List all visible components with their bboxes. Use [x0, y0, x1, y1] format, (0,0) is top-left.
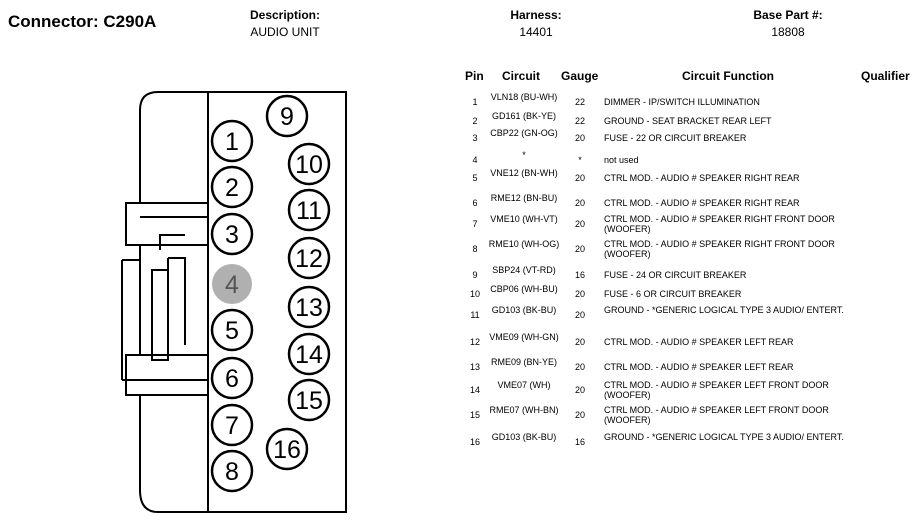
table-cell-circuit: VNE12 (BN-WH)	[490, 168, 558, 178]
table-cell-circuit-function: CTRL MOD. - AUDIO # SPEAKER RIGHT REAR	[604, 173, 800, 183]
column-header-pin: Pin	[465, 69, 484, 83]
table-cell-circuit: SBP24 (VT-RD)	[492, 265, 556, 275]
pin-number-label: 10	[295, 151, 323, 179]
table-cell-circuit: RME09 (BN-YE)	[490, 357, 557, 367]
pin-number-label: 4	[225, 271, 239, 299]
table-cell-gauge: 20	[574, 337, 585, 347]
base-part-value: 18808	[771, 25, 805, 39]
table-cell-gauge: 20	[574, 244, 585, 254]
table-cell-pin: 7	[472, 219, 478, 229]
harness-label: Harness:	[510, 8, 562, 22]
table-cell-gauge: 20	[574, 385, 585, 395]
table-cell-circuit: VME09 (WH-GN)	[489, 332, 559, 342]
table-cell-gauge: 20	[574, 219, 585, 229]
pin-number-label: 14	[295, 341, 323, 369]
table-cell-pin: 15	[469, 410, 480, 420]
table-cell-circuit: VME07 (WH)	[497, 380, 551, 390]
pin-6	[212, 358, 252, 398]
table-cell-gauge: *	[578, 155, 582, 165]
table-cell-circuit-function: CTRL MOD. - AUDIO # SPEAKER LEFT REAR	[604, 337, 794, 347]
pin-14	[289, 334, 329, 374]
table-cell-pin: 12	[469, 337, 480, 347]
table-cell-gauge: 16	[574, 437, 585, 447]
pin-5	[212, 310, 252, 350]
locking-tab-outer	[152, 270, 168, 360]
pin-number-label: 1	[225, 128, 239, 156]
pin-number-label: 9	[280, 103, 294, 131]
table-cell-gauge: 20	[574, 289, 585, 299]
table-cell-circuit: GD103 (BK-BU)	[491, 305, 557, 315]
table-cell-pin: 11	[470, 310, 480, 320]
table-cell-circuit: RME12 (BN-BU)	[490, 193, 558, 203]
table-cell-circuit-function: FUSE - 6 OR CIRCUIT BREAKER	[604, 289, 742, 299]
pin-number-label: 3	[225, 221, 239, 249]
pin-4	[212, 264, 252, 304]
table-cell-circuit: RME07 (WH-BN)	[489, 405, 559, 415]
pin-8	[212, 451, 252, 491]
pin-11	[289, 190, 329, 230]
pin-16	[267, 429, 307, 469]
pin-10	[289, 144, 329, 184]
table-cell-circuit: CBP22 (GN-OG)	[490, 128, 558, 138]
column-header-gauge: Gauge	[561, 69, 599, 83]
pin-7	[212, 405, 252, 445]
table-cell-circuit-function: CTRL MOD. - AUDIO # SPEAKER LEFT REAR	[604, 362, 794, 372]
pin-3	[212, 214, 252, 254]
table-cell-circuit: CBP06 (WH-BU)	[490, 284, 558, 294]
connector-title: Connector: C290A	[8, 12, 157, 31]
housing-back-outline	[122, 260, 140, 380]
table-cell-circuit-function: GROUND - *GENERIC LOGICAL TYPE 3 AUDIO/ ENTERT.	[604, 305, 844, 315]
pin-2	[212, 167, 252, 207]
table-cell-pin: 9	[472, 270, 478, 280]
table-cell-pin: 10	[469, 289, 480, 299]
table-cell-circuit-function: not used	[604, 155, 639, 165]
pin-number-label: 12	[295, 245, 323, 273]
pin-13	[289, 287, 329, 327]
table-cell-circuit-function: DIMMER - IP/SWITCH ILLUMINATION	[604, 97, 760, 107]
description-label: Description:	[249, 8, 320, 22]
pin-15	[289, 380, 329, 420]
table-cell-pin: 3	[472, 133, 478, 143]
table-cell-circuit-function: CTRL MOD. - AUDIO # SPEAKER LEFT FRONT DOOR (WOOFER)	[604, 405, 829, 425]
table-cell-pin: 4	[472, 155, 478, 165]
table-cell-circuit-function: FUSE - 22 OR CIRCUIT BREAKER	[604, 133, 747, 143]
pin-number-label: 7	[225, 412, 239, 440]
pin-number-label: 6	[225, 365, 239, 393]
table-cell-gauge: 20	[574, 198, 585, 208]
column-header-circuit: Circuit	[502, 69, 541, 83]
base-part-label: Base Part #:	[753, 8, 823, 22]
pin-number-label: 16	[273, 436, 301, 464]
column-header-circuit-function: Circuit Function	[682, 69, 774, 83]
table-cell-circuit: VME10 (WH-VT)	[490, 214, 558, 224]
harness-value: 14401	[519, 25, 553, 39]
table-cell-gauge: 20	[574, 173, 585, 183]
table-cell-pin: 6	[472, 198, 478, 208]
table-cell-pin: 5	[472, 173, 478, 183]
table-cell-gauge: 16	[574, 270, 585, 280]
table-cell-circuit-function: CTRL MOD. - AUDIO # SPEAKER RIGHT REAR	[604, 198, 800, 208]
table-cell-circuit-function: GROUND - SEAT BRACKET REAR LEFT	[604, 116, 772, 126]
table-cell-circuit-function: FUSE - 24 OR CIRCUIT BREAKER	[604, 270, 747, 280]
table-cell-circuit: RME10 (WH-OG)	[488, 239, 560, 249]
pin-1	[212, 121, 252, 161]
table-cell-gauge: 22	[574, 116, 585, 126]
table-cell-circuit: GD103 (BK-BU)	[491, 432, 557, 442]
table-cell-pin: 14	[469, 385, 480, 395]
table-cell-gauge: 22	[574, 97, 585, 107]
table-cell-circuit-function: CTRL MOD. - AUDIO # SPEAKER RIGHT FRONT DOOR (WOOFER)	[604, 239, 835, 259]
table-cell-gauge: 20	[574, 362, 585, 372]
table-cell-pin: 1	[472, 97, 478, 107]
table-cell-gauge: 20	[574, 310, 585, 320]
pin-9	[267, 96, 307, 136]
table-cell-circuit: *	[522, 150, 526, 160]
table-cell-gauge: 20	[574, 410, 585, 420]
description-value: AUDIO UNIT	[250, 25, 320, 39]
table-cell-circuit-function: CTRL MOD. - AUDIO # SPEAKER LEFT FRONT DOOR (WOOFER)	[604, 380, 829, 400]
table-cell-pin: 2	[472, 116, 478, 126]
pin-number-label: 11	[296, 197, 322, 225]
pin-number-label: 13	[295, 294, 323, 322]
table-cell-pin: 8	[472, 244, 478, 254]
locking-tab-inner	[160, 235, 185, 360]
pin-number-label: 8	[225, 458, 239, 486]
pin-number-label: 15	[295, 387, 323, 415]
table-cell-circuit: GD161 (BK-YE)	[491, 111, 557, 121]
table-cell-circuit-function: CTRL MOD. - AUDIO # SPEAKER RIGHT FRONT DOOR (WOOFER)	[604, 214, 835, 234]
pin-number-label: 2	[225, 174, 239, 202]
table-cell-circuit: VLN18 (BU-WH)	[490, 92, 558, 102]
table-cell-pin: 16	[469, 437, 480, 447]
table-cell-circuit-function: GROUND - *GENERIC LOGICAL TYPE 3 AUDIO/ ENTERT.	[604, 432, 844, 442]
connector-face-diagram	[0, 0, 460, 522]
table-cell-pin: 13	[469, 362, 480, 372]
pin-number-label: 5	[225, 317, 239, 345]
pin-12	[289, 238, 329, 278]
table-cell-gauge: 20	[574, 133, 585, 143]
column-header-qualifier: Qualifier	[861, 69, 910, 83]
